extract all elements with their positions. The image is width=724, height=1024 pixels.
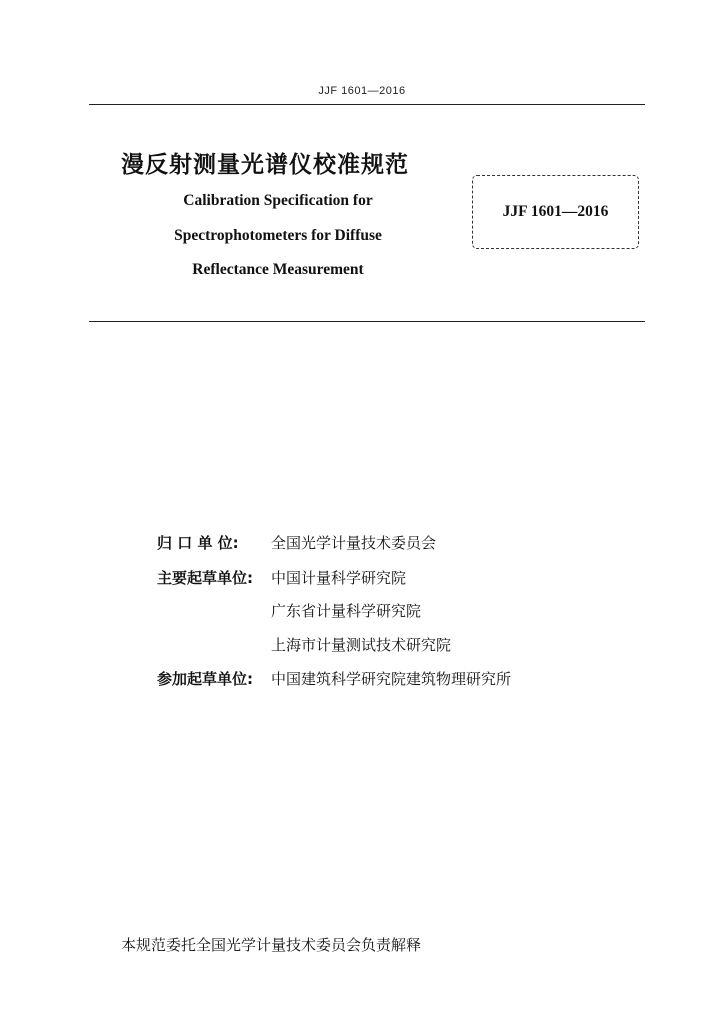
bottom-divider — [89, 321, 645, 322]
responsible-unit-label: 归 口 单 位: — [157, 534, 239, 552]
drafting-unit-value-1: 中国计量科学研究院 — [271, 569, 407, 587]
english-title-line-3: Reflectance Measurement — [192, 261, 364, 278]
interpretation-note: 本规范委托全国光学计量技术委员会负责解释 — [121, 936, 422, 954]
responsible-unit-value: 全国光学计量技术委员会 — [271, 534, 437, 552]
english-title-line-1: Calibration Specification for — [183, 192, 373, 209]
standard-code-box-text: JJF 1601—2016 — [502, 203, 609, 220]
drafting-unit-value-3: 上海市计量测试技术研究院 — [271, 636, 452, 654]
english-title-line-2: Spectrophotometers for Diffuse — [174, 227, 382, 244]
responsible-unit-row — [157, 532, 436, 553]
top-divider — [89, 104, 645, 105]
drafting-unit-row-2 — [157, 600, 421, 621]
drafting-unit-value-2: 广东省计量科学研究院 — [271, 602, 422, 620]
participating-unit-value: 中国建筑科学研究院建筑物理研究所 — [271, 670, 512, 688]
drafting-unit-row — [157, 567, 406, 588]
chinese-title: 漫反射测量光谱仪校准规范 — [121, 152, 409, 178]
drafting-unit-row-3 — [157, 634, 451, 655]
participating-unit-row — [157, 668, 511, 689]
header-standard-code: JJF 1601—2016 — [318, 85, 406, 97]
drafting-unit-label: 主要起草单位: — [157, 569, 253, 587]
standard-code-box — [472, 175, 639, 249]
participating-unit-label: 参加起草单位: — [157, 670, 253, 688]
